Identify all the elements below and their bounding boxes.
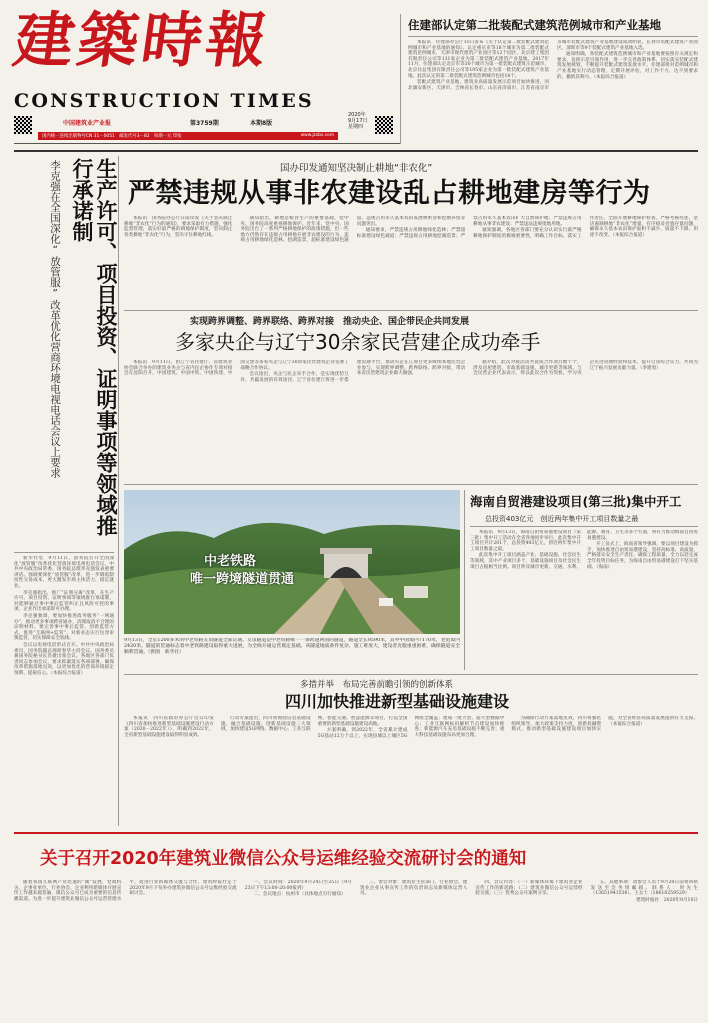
main-kicker: 国办印发通知坚决制止耕地“非农化” xyxy=(280,163,433,174)
paragraph: 本报讯 9月11日，由辽宁省住建厅、省建筑业协会联合举办的建筑业央企与省内民企协作专项对接会在沈阳召开。中国建筑、中国中铁、中国铁建、中国交建等多家央企与辽宁30余家民营建筑企业签署了战略合作协议。 xyxy=(124,360,349,377)
paragraph: 五、其他事项：请参会人员于9月20日前将回执发送至会务组邮箱。联系人：时先生（13651941536）、王女士（18616259529） xyxy=(590,880,698,897)
paragraph: 通知要求，严禁违规占用耕地绿化造林；严禁超标准建设绿色通道；严禁违规占用耕地挖湖造景；严禁占用永久基本农田扩大自然保护地；严禁违规占用耕地从事非农建设；严禁违法违规批地用地。 xyxy=(356,216,582,239)
liaoning-kicker: 实现跨界调整、跨界联络、跨界对接 推动央企、国企带民企共同发展 xyxy=(190,317,470,327)
paragraph: 四、会议内容：（一）新媒体环境下建筑业企业宣传工作的新思路；（二）建筑业微信公众号运营经验交流；（三）优秀公众号案例分享。 xyxy=(475,880,583,897)
liaoning-body xyxy=(124,360,698,480)
paragraph: 会议以电视电话形式召开。中共中央政治局委员、国务院副总理胡春华主持会议。国务委员兼国务院秘书长肖捷出席会议。各地区各部门负责同志参加会议，要求抓紧落实各项部署，确保改革措施落地见效，以更加优化的营商环境稳定预期、提振信心。（本报综合报道） xyxy=(14,642,114,676)
masthead-char: 時 xyxy=(137,6,207,76)
left-subhead: 李克强在全国深化“放管服”改革优化营商环境电视电话会议上要求 xyxy=(49,160,61,478)
headline-rule xyxy=(408,36,698,37)
photo-illustration xyxy=(124,490,460,634)
photo-title-2: 唯一跨境隧道贯通 xyxy=(190,572,295,587)
column-divider xyxy=(400,14,401,144)
paragraph: 为确保行动方案落地见效，四川将强化组织领导，加大政策支持力度，创新投融资模式，推动新型基础设施建设项目加快实施，为全省经济高质量发展提供有力支撑。（本报综合报道） xyxy=(511,716,698,733)
paragraph: 通知指出，耕地是粮食生产的重要基础，党中央、国务院高度重视耕地保护。近年来，党中央、国务院出台了一系列严格耕地保护的政策措施，但一些地方仍然存在违规占用耕地开展非农建设的行为，违规占用耕地绿化造林、挖湖造景、超标准建设绿色通道、违规占用永久基本农田发展林果业和挖塘养鱼等问题突出。 xyxy=(240,216,466,244)
section-divider xyxy=(124,484,698,485)
masthead-logo xyxy=(9,6,294,90)
paragraph: 随着我国互联网产业迅速的“微”发展，党政机关、企事业单位、行业协会、企业利用新媒体开展宣传工作越来越普遍，微信公众号已成为重要的信息传播渠道。为进一步提升建筑业微信公众号运营管理水平，促进行业新媒体交流与合作，建筑时报社定于2020年9月下旬举办建筑业微信公众号运维经验交流研讨会。 xyxy=(14,880,237,902)
sichuan-body xyxy=(124,716,698,826)
notice-top-rule xyxy=(14,832,698,834)
left-headline: 生产许可、项目投资、证明事项等领域推行承诺制 xyxy=(70,158,118,536)
issue-number: 第3759期 xyxy=(190,120,219,127)
paragraph: 三、参会对象：建筑业主管部门、行业协会、建筑业企业从事宣传工作的负责同志及新媒体运营人员。 xyxy=(359,880,468,897)
paragraph: 本报讯 国务院办公厅日前印发《关于坚决制止耕地“非农化”行为的通知》，要求采取有力措施，强化监督管理，落实好最严格的耕地保护制度，坚决制止各类耕地“非农化”行为，坚决守住耕地红线。 xyxy=(124,216,233,238)
main-body xyxy=(124,216,698,306)
masthead-char: 建 xyxy=(9,6,79,76)
section-divider xyxy=(124,674,698,675)
left-body xyxy=(14,556,114,826)
english-title: CONSTRUCTION TIMES xyxy=(14,90,314,112)
section-divider xyxy=(14,150,698,152)
masthead-char: 築 xyxy=(73,6,143,76)
paragraph: 据介绍，此次对接活动共促成合作项目数十个，涉及房屋建筑、市政基础设施、城市更新等领域。与会民营企业代表表示，将以此次合作为契机，学习央企先进管理经验和技术，提升自身综合实力，共同为辽宁振兴发展贡献力量。（李建勇） xyxy=(473,360,698,377)
top-right-headline: 住建部认定第二批装配式建筑范例城市和产业基地 xyxy=(408,18,661,32)
paragraph: 会议指出，央企与民企牵手合作，是实现优势互补、共赢发展的有效途径。辽宁省住建厅将进一步搭建沟通平台，推动央企在辽项目更多吸纳本地民营企业参与，实现跨界调整、跨界联络、跨界对接，带动本省民营建筑企业做大做强。 xyxy=(240,360,466,383)
sichuan-headline: 四川加快推进新型基础设施建设 xyxy=(285,692,510,711)
hainan-body xyxy=(470,530,698,670)
issue-date: 2020年 9月17日 星期四 xyxy=(348,112,368,130)
masthead-char: 報 xyxy=(201,6,271,76)
info-strip-text: 国内统一连续出版物号CN 31－0051 邮发代号3－82 每期一元 印张 xyxy=(42,134,182,139)
page-count: 本期8版 xyxy=(250,120,273,127)
paragraph: 李克强指出，推广“证照分离”改革，在生产许可、项目投资、证明事项等领域推行承诺制，对能够通过事中事后监管纠正且风险可控的事项，企业作出承诺即可办理。 xyxy=(14,590,114,613)
publisher-label: 中国建筑业产业报 xyxy=(63,120,112,127)
paragraph: 行动方案提出，四川将围绕信息基础设施、融合基础设施、创新基础设施三大领域，加快建设5G网络、数据中心、工业互联网、智能交通、智慧能源等项目，打造全国重要的新型基础设施建设高地。 xyxy=(220,716,408,733)
info-strip xyxy=(38,132,338,140)
paragraph: 装配式建筑产业基地，建筑业高质量发展示范项目加快推进，河北雄安新区、天津市、吉林省长春市、山东省济南市、江苏省南京市等城市装配式建筑产业基地建设成效明显，长春市装配式建筑产业园区、深圳市等9个装配式建筑产业基地入选。 xyxy=(408,40,698,91)
notice-headline: 关于召开2020年建筑业微信公众号运维经验交流研讨会的通知 xyxy=(40,849,527,869)
top-right-body xyxy=(408,40,698,144)
photo-title-1: 中老铁路 xyxy=(204,554,257,569)
column-divider xyxy=(118,156,119,826)
paragraph: 此次集中开工项目涵盖产业、基础设施、社会民生等领域，其中产业项目多个，基础设施项目及社会民生项目占据相当比例。项目涉及城市更新、交通、水利、能源、教育、卫生等多个方面，将有力推动海南自由贸易港建设。 xyxy=(470,530,698,570)
paragraph: 本报讯 四川省政府办公厅近日印发《四川省加快推进新型基础设施建设行动方案（2020－2022年）》，明确到2022年，全省新型基础设施建设取得明显成效。 xyxy=(124,716,214,738)
website-link[interactable]: www.jzsbs.com xyxy=(300,133,334,138)
hainan-subhead: 总投资403亿元 创近两年集中开工项目数量之最 xyxy=(485,515,639,523)
paragraph: 本报讯 住建部办公厅15日发布《关于认定第二批装配式建筑范例城市和产业基地的通知》。认定重庆市等18个城市为第二批装配式建筑范例城市，天津市现代建筑产业园区等12个园区、北京建工集团有限责任公司等131家企业为第二批装配式建筑产业基地。2017年11月，住建部认定北京市等30个城市为第一批装配式建筑示范城市，北京住总集团有限责任公司等195家企业为第一批装配式建筑产业基地。此次认定的第二批装配式建筑范例城市包括18个。 xyxy=(408,40,549,79)
sichuan-kicker: 多措并举 布局完善前瞻引领的创新体系 xyxy=(300,680,454,690)
paragraph: 方案明确，到2022年，全省累计建成5G基站12万个以上，实现县城以上城区5G网络全覆盖；建成一批大型、超大型数据中心；工业互联网标识解析节点建设加快推进；新能源汽车充电基础设施不断完善；重大科技基础设施布局更加合理。 xyxy=(317,716,505,739)
paragraph: 开工仪式上，海南省领导强调，要以项目建设为抓手，加快推进自由贸易港建设，坚持高标准、高质量，严格落实安全生产责任，确保工程质量，全力以赴完成全年投资目标任务，为海南自由贸易港建设打下坚实基础。（海南） xyxy=(587,542,698,570)
paragraph: 通知明确，各装配式建筑范例城市和产业基地要按照有关规定和要求，发挥示范引领作用，进一步完善政策体系，切实落实装配式建筑发展规划，不断提升装配式建筑发展水平。住建部将对范例城市和产业基地实行动态管理，定期开展评估，对工作不力、达不到要求的，撤销其称号。（本报综合报道） xyxy=(557,52,698,80)
main-headline: 严禁违规从事非农建设乱占耕地建房等行为 xyxy=(128,178,651,209)
section-divider xyxy=(124,310,698,311)
column-divider xyxy=(464,490,465,670)
paragraph: 新华社电 9月11日，国务院召开全国深化“放管服”改革优化营商环境电视电话会议。中共中央政治局常委、国务院总理李克强发表重要讲话。强调要深化“放管服”改革，进一步降低制度性交易成本，更大激发市场主体活力，稳定就业。 xyxy=(14,556,114,589)
paragraph: 建筑时报社 2020年9月10日 xyxy=(636,897,698,903)
qr-code xyxy=(375,116,393,134)
notice-body xyxy=(14,880,698,1014)
left-headline-rule xyxy=(14,552,114,553)
paragraph: 一、会议时间：2020年9月24日至25日（9月23日下午13:00-20:00报到） xyxy=(244,880,352,891)
paragraph: 二、会议地点：杭州市（具体地点另行通知） xyxy=(253,892,346,898)
paragraph: 李克强强调，要加快推进政务服务“一网通办”，推动更多事项跨省通办，清理取消不合理的证明材料。要完善事中事后监管，创新监管方式，推进“互联网+监管”，对新业态实行包容审慎监管，切实保障安全底线。 xyxy=(14,613,114,642)
hainan-headline: 海南自贸港建设项目(第三批)集中开工 xyxy=(470,494,682,509)
paragraph: 通知强调，各地区各部门要充分认识实行最严格耕地保护制度的极端重要性，明确工作目标，落实工作责任，全面开展耕地保护检查，严格考核奖惩，坚决遏制耕地“非农化”增量，有序稳妥处置存量问题，确保永久基本农田保护面积不减少、质量不下降、用途不改变。（本报综合报道） xyxy=(473,216,698,239)
qr-code xyxy=(14,116,32,134)
railway-tunnel-photo xyxy=(124,490,460,634)
masthead-divider xyxy=(14,143,400,144)
headline-rule xyxy=(470,526,698,527)
paragraph: 本报讯 9月13日，海南自由贸易港建设项目（第三批）集中开工活动在全省各地同步举行。此次集中开工项目共计201个，总投资403亿元，创近两年集中开工项目数量之最。 xyxy=(470,530,581,552)
liaoning-headline: 多家央企与辽宁30余家民营建企成功牵手 xyxy=(175,330,541,354)
photo-caption: 9月13日，全长1200多米的中老铁路友谊隧道全部贯通。友谊隧道是中老铁路唯一一条跨越两国的隧道，隧道全长9590米，其中中国境内7170米，老挝境内2420米。隧道的贯通标志着中老铁路建设取得重大进展，为全线开通运营奠定基础。该隧道地质条件复杂，施工难度大，建设者克服重重困难，确保隧道安全顺利贯通。（供图 新华社） xyxy=(124,638,460,655)
